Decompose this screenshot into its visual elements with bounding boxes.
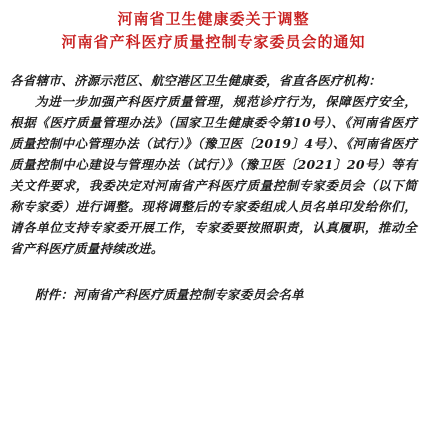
document-body: [10, 70, 417, 259]
attachment-line: 附件：河南省产科医疗质量控制专家委员会名单: [35, 286, 304, 302]
body-paragraph: 为进一步加强产科医疗质量管理，规范诊疗行为，保障医疗安全，根据《医疗质量管理办法》（国家卫生健康委令第10号）、《河南省医疗质量控制中心管理办法（试行）》（豫卫医〔2019〕4号）、《河南省医疗质量控制中心建设与管理办法（试行）》（豫卫医〔2021〕20号）等有关文件要求，我委决定对河南省产科医疗质量控制专家委员会（以下简称专家委）进行调整。现将调整后的专家委组成人员名单印发给你们，请各单位支持专家委开展工作，专家委要按照职责，认真履职，推动全省产科医疗质量持续改进。: [10, 93, 417, 256]
document-title-line-1: 河南省卫生健康委关于调整: [117, 10, 310, 28]
document-title-line-2: 河南省产科医疗质量控制专家委员会的通知: [61, 32, 366, 51]
addressee-line: 各省辖市、济源示范区、航空港区卫生健康委，省直各医疗机构：: [10, 72, 382, 88]
